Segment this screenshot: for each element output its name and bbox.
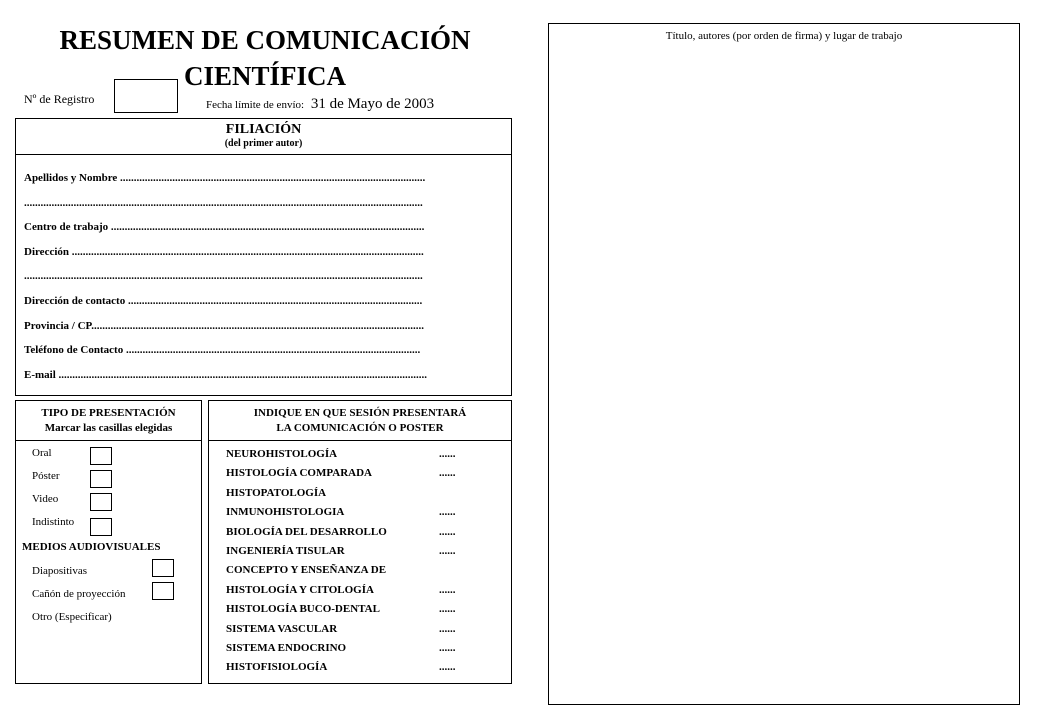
sesion-subheading: LA COMUNICACIÓN O POSTER (276, 422, 444, 434)
option-oral-label: Oral (32, 447, 52, 459)
sesion-item[interactable] (226, 658, 496, 677)
filiacion-fields (24, 166, 489, 387)
registro-label: Nº de Registro (24, 92, 95, 106)
sesion-item[interactable] (226, 464, 496, 483)
option-poster-label: Póster (32, 470, 60, 482)
titulo-autores-label: Título, autores (por orden de firma) y lugar de trabajo (665, 30, 903, 42)
sesion-item-dots: ...... (439, 661, 456, 674)
sesion-item[interactable] (226, 445, 496, 464)
sesion-item-label: INGENIERÍA TISULAR (226, 544, 345, 557)
deadline-date: 31 de Mayo de 2003 (310, 96, 435, 112)
field-direccion[interactable]: Dirección ................................................................................................................................ (24, 245, 424, 258)
divider (209, 440, 511, 441)
sesion-item-dots: ...... (439, 622, 456, 635)
page-title (20, 22, 510, 94)
medios-heading: MEDIOS AUDIOVISUALES (22, 541, 161, 553)
deadline (206, 96, 434, 113)
sesion-item[interactable] (226, 542, 496, 561)
deadline-label: Fecha límite de envío: (206, 99, 305, 111)
medio-canon-checkbox[interactable] (152, 582, 174, 600)
sesion-item-label: INMUNOHISTOLOGIA (226, 506, 345, 519)
sesion-item-label: HISTOPATOLOGÍA (226, 486, 327, 499)
field-direccion-cont[interactable]: ................................................................................................................................................. (24, 270, 423, 283)
divider (16, 154, 511, 155)
tipo-presentacion-section (15, 400, 202, 684)
field-telefono[interactable]: Teléfono de Contacto ........................................................................................................... (24, 344, 421, 357)
sesion-item[interactable] (226, 581, 496, 600)
sesion-item-label: BIOLOGÍA DEL DESARROLLO (226, 525, 387, 538)
filiacion-header (16, 119, 511, 149)
sesion-item-label: SISTEMA ENDOCRINO (226, 641, 347, 654)
field-direccion-contacto[interactable]: Dirección de contacto ........................................................................................................... (24, 294, 423, 307)
field-apellidos-nombre-cont[interactable]: ................................................................................................................................................. (24, 196, 423, 209)
filiacion-heading: FILIACIÓN (225, 122, 302, 137)
sesion-item-dots: ...... (439, 583, 456, 596)
field-apellidos-nombre[interactable]: Apellidos y Nombre ............................................................................................................... (24, 172, 426, 184)
option-video-label: Video (32, 493, 59, 505)
filiacion-subheading: (del primer autor) (224, 138, 303, 149)
sesion-item-dots: ...... (439, 506, 456, 519)
sesion-item-label: NEUROHISTOLOGÍA (226, 448, 338, 460)
sesion-heading: INDIQUE EN QUE SESIÓN PRESENTARÁ (253, 407, 467, 419)
sesion-list (226, 445, 496, 678)
medio-canon-label: Cañón de proyección (32, 588, 126, 600)
title-line-1: RESUMEN DE COMUNICACIÓN (59, 25, 471, 55)
medio-diapositivas-label: Diapositivas (32, 565, 87, 577)
sesion-item[interactable] (226, 620, 496, 639)
sesion-item-label: HISTOLOGÍA BUCO-DENTAL (226, 603, 380, 616)
sesion-item-dots: ...... (439, 603, 456, 616)
medio-otro-label[interactable]: Otro (Especificar) (32, 611, 112, 623)
filiacion-section (15, 118, 512, 396)
sesion-item (226, 484, 496, 503)
sesion-section (208, 400, 512, 684)
sesion-item-label: HISTOFISIOLOGÍA (226, 661, 328, 674)
tipo-heading: TIPO DE PRESENTACIÓN (41, 407, 176, 419)
field-email[interactable]: E-mail ...................................................................................................................................... (24, 368, 428, 381)
tipo-subheading: Marcar las casillas elegidas (44, 422, 173, 434)
sesion-item-label: HISTOLOGÍA Y CITOLOGÍA (226, 583, 374, 596)
sesion-item-dots: ...... (439, 467, 456, 480)
sesion-item-label: HISTOLOGÍA COMPARADA (226, 467, 372, 480)
sesion-item-dots: ...... (439, 544, 456, 557)
medio-diapositivas-checkbox[interactable] (152, 559, 174, 577)
sesion-header (209, 406, 511, 436)
sesion-item-label: SISTEMA VASCULAR (226, 622, 338, 635)
registro-box[interactable] (114, 79, 178, 113)
sesion-item (226, 561, 496, 580)
option-indistinto-checkbox[interactable] (90, 518, 112, 536)
sesion-item-dots: ...... (439, 641, 456, 654)
sesion-item-dots: ...... (439, 525, 456, 538)
option-poster-checkbox[interactable] (90, 470, 112, 488)
option-video-checkbox[interactable] (90, 493, 112, 511)
divider (16, 440, 201, 441)
sesion-item-label: CONCEPTO Y ENSEÑANZA DE (226, 564, 387, 577)
sesion-item[interactable] (226, 503, 496, 522)
option-oral-checkbox[interactable] (90, 447, 112, 465)
option-indistinto-label: Indistinto (32, 516, 75, 528)
field-provincia-cp[interactable]: Provincia / CP......................................................................................................................... (24, 319, 424, 332)
sesion-item[interactable] (226, 600, 496, 619)
titulo-autores-panel[interactable] (548, 23, 1020, 705)
sesion-item[interactable] (226, 523, 496, 542)
sesion-item[interactable] (226, 639, 496, 658)
field-centro-trabajo[interactable]: Centro de trabajo .................................................................................................................. (24, 221, 425, 234)
sesion-item-dots: ...... (439, 448, 456, 460)
title-line-2: CIENTÍFICA (183, 61, 347, 91)
tipo-header (16, 406, 201, 436)
